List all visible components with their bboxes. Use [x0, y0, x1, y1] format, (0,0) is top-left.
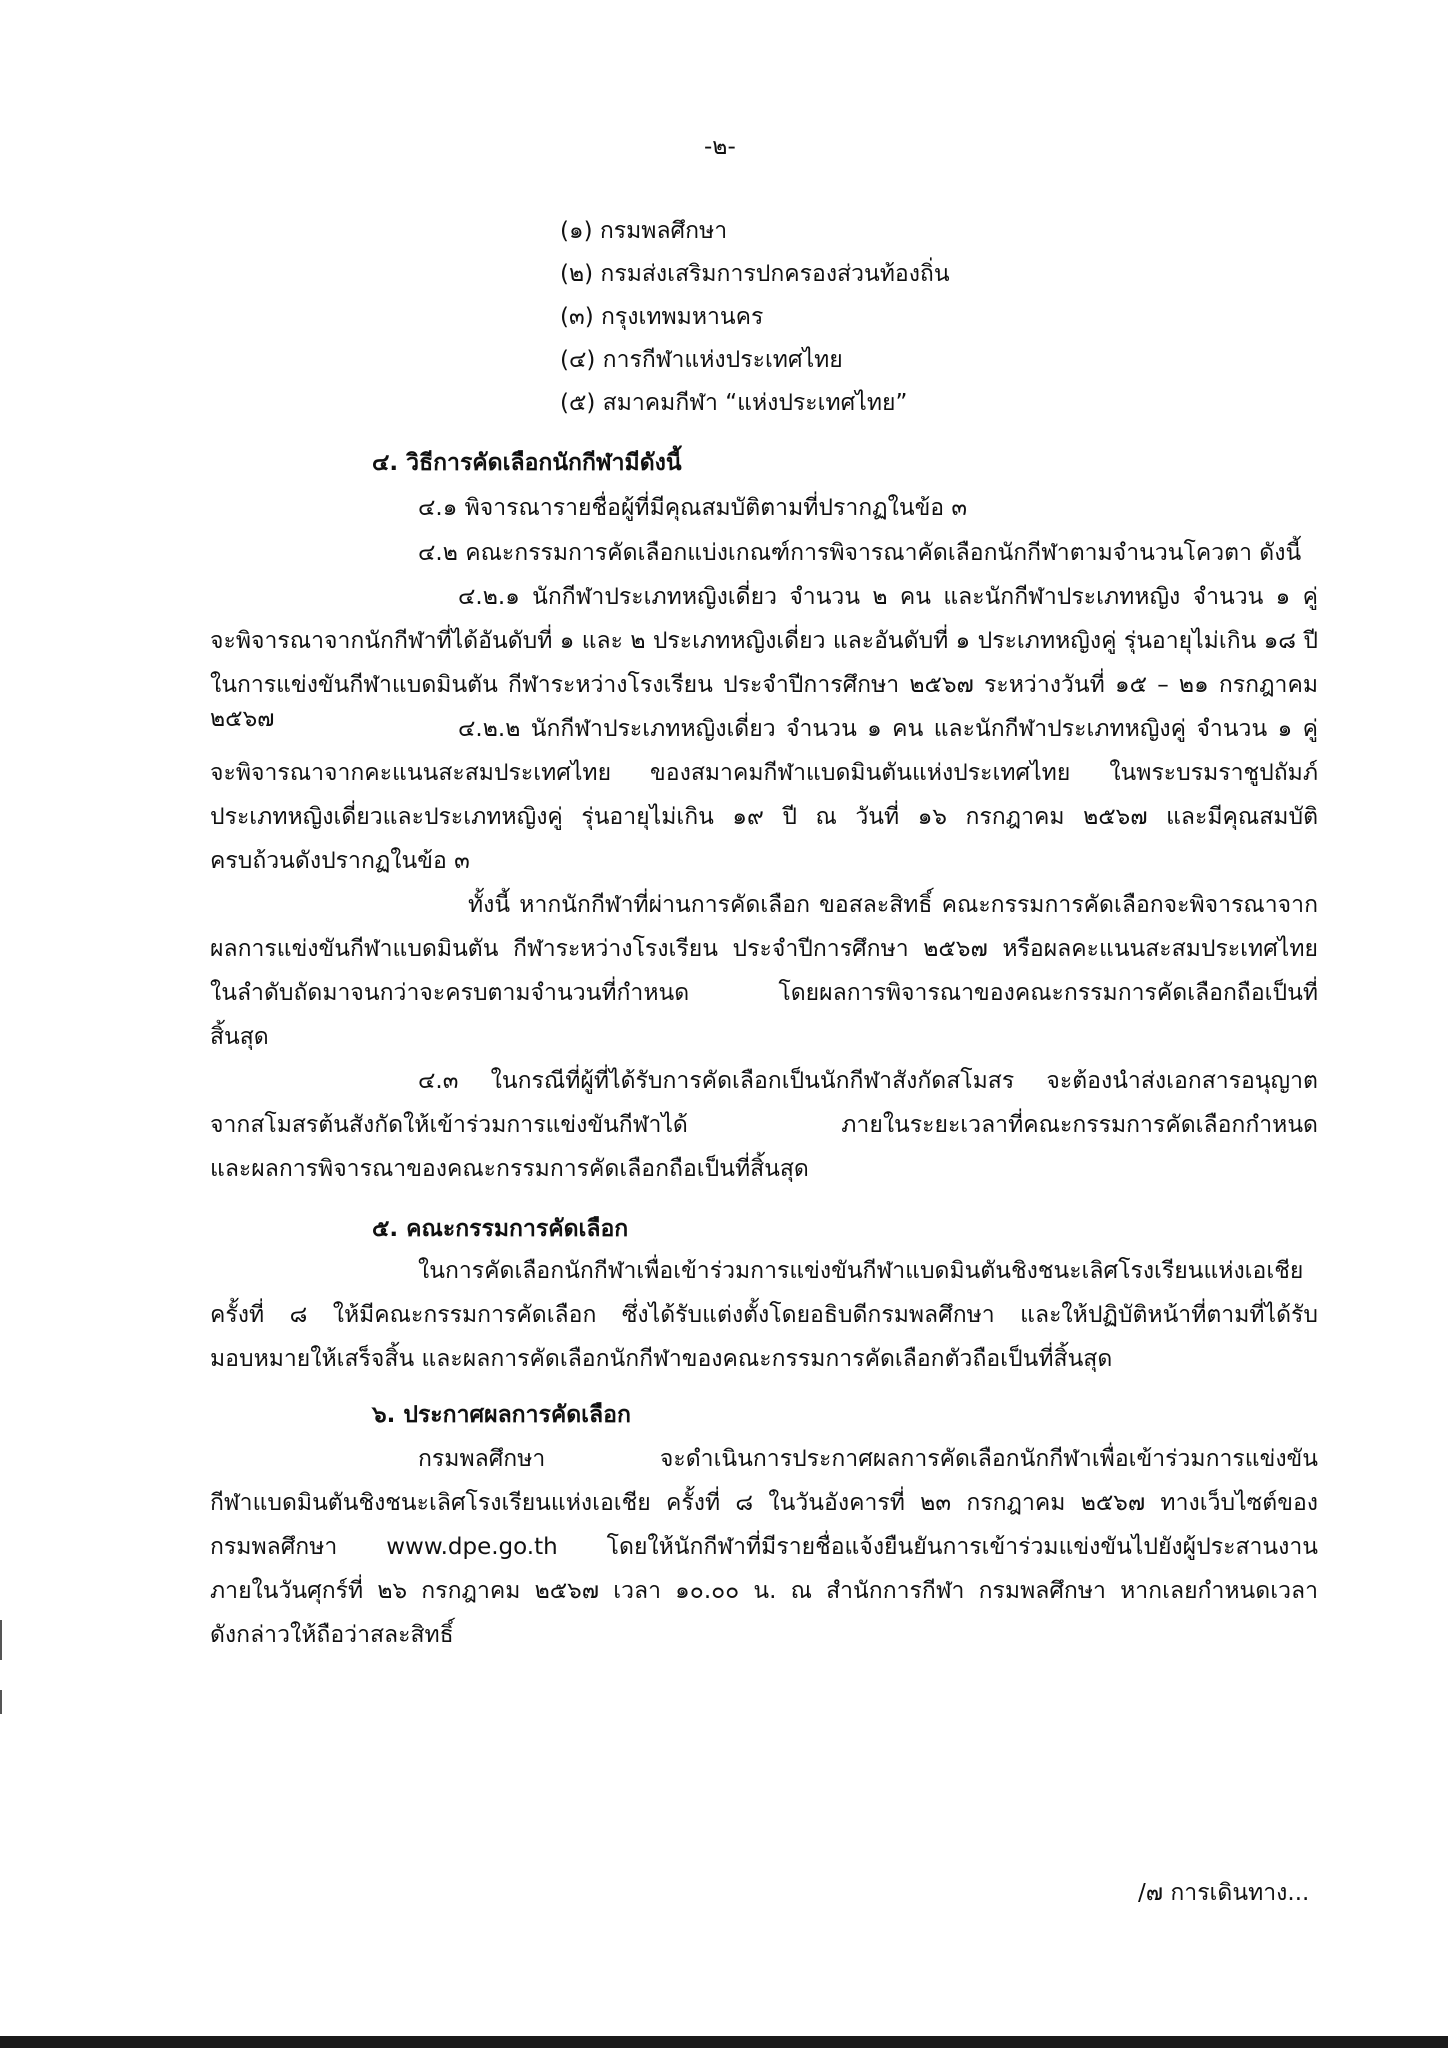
list-item: (๕) สมาคมกีฬา “แห่งประเทศไทย”: [560, 390, 908, 416]
section-6-line: กีฬาแบดมินตันชิงชนะเลิศโรงเรียนแห่งเอเชีย ครั้งที่ ๘ ในวันอังคารที่ ๒๓ กรกฎาคม ๒๕๖๗ ทางเว็บไซต์ของ: [210, 1490, 1318, 1516]
paragraph-waiver-line: ในลำดับถัดมาจนกว่าจะครบตามจำนวนที่กำหนด โดยผลการพิจารณาของคณะกรรมการคัดเลือกถือเป็นที่: [210, 980, 1318, 1006]
paragraph-waiver-line: สิ้นสุด: [210, 1024, 269, 1050]
section-heading-4: ๔. วิธีการคัดเลือกนักกีฬามีดังนี้: [372, 450, 682, 476]
paragraph-4-3-line: จากสโมสรต้นสังกัดให้เข้าร่วมการแข่งขันกีฬาได้ ภายในระยะเวลาที่คณะกรรมการคัดเลือกกำหนด: [210, 1112, 1318, 1138]
paragraph-4-2-2-line: ๔.๒.๒ นักกีฬาประเภทหญิงเดี่ยว จำนวน ๑ คน และนักกีฬาประเภทหญิงคู่ จำนวน ๑ คู่: [458, 716, 1318, 742]
page-number: -๒-: [704, 134, 736, 160]
section-heading-5: ๕. คณะกรรมการคัดเลือก: [372, 1216, 629, 1242]
section-5-line: มอบหมายให้เสร็จสิ้น และผลการคัดเลือกนักกีฬาของคณะกรรมการคัดเลือกตัวถือเป็นที่สิ้นสุด: [210, 1346, 1113, 1372]
paragraph-waiver-line: ทั้งนี้ หากนักกีฬาที่ผ่านการคัดเลือก ขอสละสิทธิ์ คณะกรรมการคัดเลือกจะพิจารณาจาก: [468, 892, 1318, 918]
list-item: (๔) การกีฬาแห่งประเทศไทย: [560, 347, 843, 373]
paragraph-waiver-line: ผลการแข่งขันกีฬาแบดมินตัน กีฬาระหว่างโรงเรียน ประจำปีการศึกษา ๒๕๖๗ หรือผลคะแนนสะสมประเทศไทย: [210, 936, 1318, 962]
list-item: (๒) กรมส่งเสริมการปกครองส่วนท้องถิ่น: [560, 261, 950, 287]
paragraph-4-1: ๔.๑ พิจารณารายชื่อผู้ที่มีคุณสมบัติตามที่ปรากฏในข้อ ๓: [418, 495, 968, 521]
paragraph-4-2-2-line: จะพิจารณาจากคะแนนสะสมประเทศไทย ของสมาคมกีฬาแบดมินตันแห่งประเทศไทย ในพระบรมราชูปถัมภ์: [210, 760, 1318, 786]
paragraph-4-2-1-line: ๔.๒.๑ นักกีฬาประเภทหญิงเดี่ยว จำนวน ๒ คน และนักกีฬาประเภทหญิง จำนวน ๑ คู่: [458, 584, 1318, 610]
section-heading-6: ๖. ประกาศผลการคัดเลือก: [372, 1402, 631, 1428]
list-item: (๑) กรมพลศึกษา: [560, 218, 728, 244]
paragraph-4-3-line: และผลการพิจารณาของคณะกรรมการคัดเลือกถือเป็นที่สิ้นสุด: [210, 1156, 809, 1182]
section-6-line: กรมพลศึกษา www.dpe.go.th โดยให้นักกีฬาที่มีรายชื่อแจ้งยืนยันการเข้าร่วมแข่งขันไปยังผู้ประสานงาน: [210, 1534, 1318, 1560]
section-5-line: ในการคัดเลือกนักกีฬาเพื่อเข้าร่วมการแข่งขันกีฬาแบดมินตันชิงชนะเลิศโรงเรียนแห่งเอเชีย: [418, 1258, 1304, 1284]
paragraph-4-2-1-line: จะพิจารณาจากนักกีฬาที่ได้อันดับที่ ๑ และ ๒ ประเภทหญิงเดี่ยว และอันดับที่ ๑ ประเภทหญิงคู่ รุ่นอายุไม่เกิน ๑๘ ปี: [210, 628, 1318, 654]
scan-edge-mark: [0, 1620, 2, 1660]
paragraph-4-2-2-line: ประเภทหญิงเดี่ยวและประเภทหญิงคู่ รุ่นอายุไม่เกิน ๑๙ ปี ณ วันที่ ๑๖ กรกฎาคม ๒๕๖๗ และมีคุณสมบัติ: [210, 804, 1319, 830]
section-6-line: กรมพลศึกษา จะดำเนินการประกาศผลการคัดเลือกนักกีฬาเพื่อเข้าร่วมการแข่งขัน: [418, 1446, 1318, 1472]
paragraph-4-3-line: ๔.๓ ในกรณีที่ผู้ที่ได้รับการคัดเลือกเป็นนักกีฬาสังกัดสโมสร จะต้องนำส่งเอกสารอนุญาต: [418, 1068, 1318, 1094]
section-5-line: ครั้งที่ ๘ ให้มีคณะกรรมการคัดเลือก ซึ่งได้รับแต่งตั้งโดยอธิบดีกรมพลศึกษา และให้ปฏิบัติหน้าที่ตามที่ได้รับ: [210, 1302, 1318, 1328]
list-item: (๓) กรุงเทพมหานคร: [560, 304, 764, 330]
paragraph-4-2-1-line: ในการแข่งขันกีฬาแบดมินตัน กีฬาระหว่างโรงเรียน ประจำปีการศึกษา ๒๕๖๗ ระหว่างวันที่ ๑๕ – ๒๑ กรกฎาคม ๒๕๖๗: [210, 672, 1318, 732]
scan-edge-mark: [0, 1690, 2, 1714]
scan-bottom-border: [0, 2036, 1448, 2048]
section-6-line: ภายในวันศุกร์ที่ ๒๖ กรกฎาคม ๒๕๖๗ เวลา ๑๐.๐๐ น. ณ สำนักการกีฬา กรมพลศึกษา หากเลยกำหนดเวลา: [210, 1578, 1318, 1604]
paragraph-4-2-2-line: ครบถ้วนดังปรากฏในข้อ ๓: [210, 848, 470, 874]
paragraph-4-2: ๔.๒ คณะกรรมการคัดเลือกแบ่งเกณฑ์การพิจารณาคัดเลือกนักกีฬาตามจำนวนโควตา ดังนี้: [418, 540, 1302, 566]
section-6-line: ดังกล่าวให้ถือว่าสละสิทธิ์: [210, 1622, 454, 1648]
continuation-note: /๗ การเดินทาง...: [1138, 1880, 1310, 1906]
